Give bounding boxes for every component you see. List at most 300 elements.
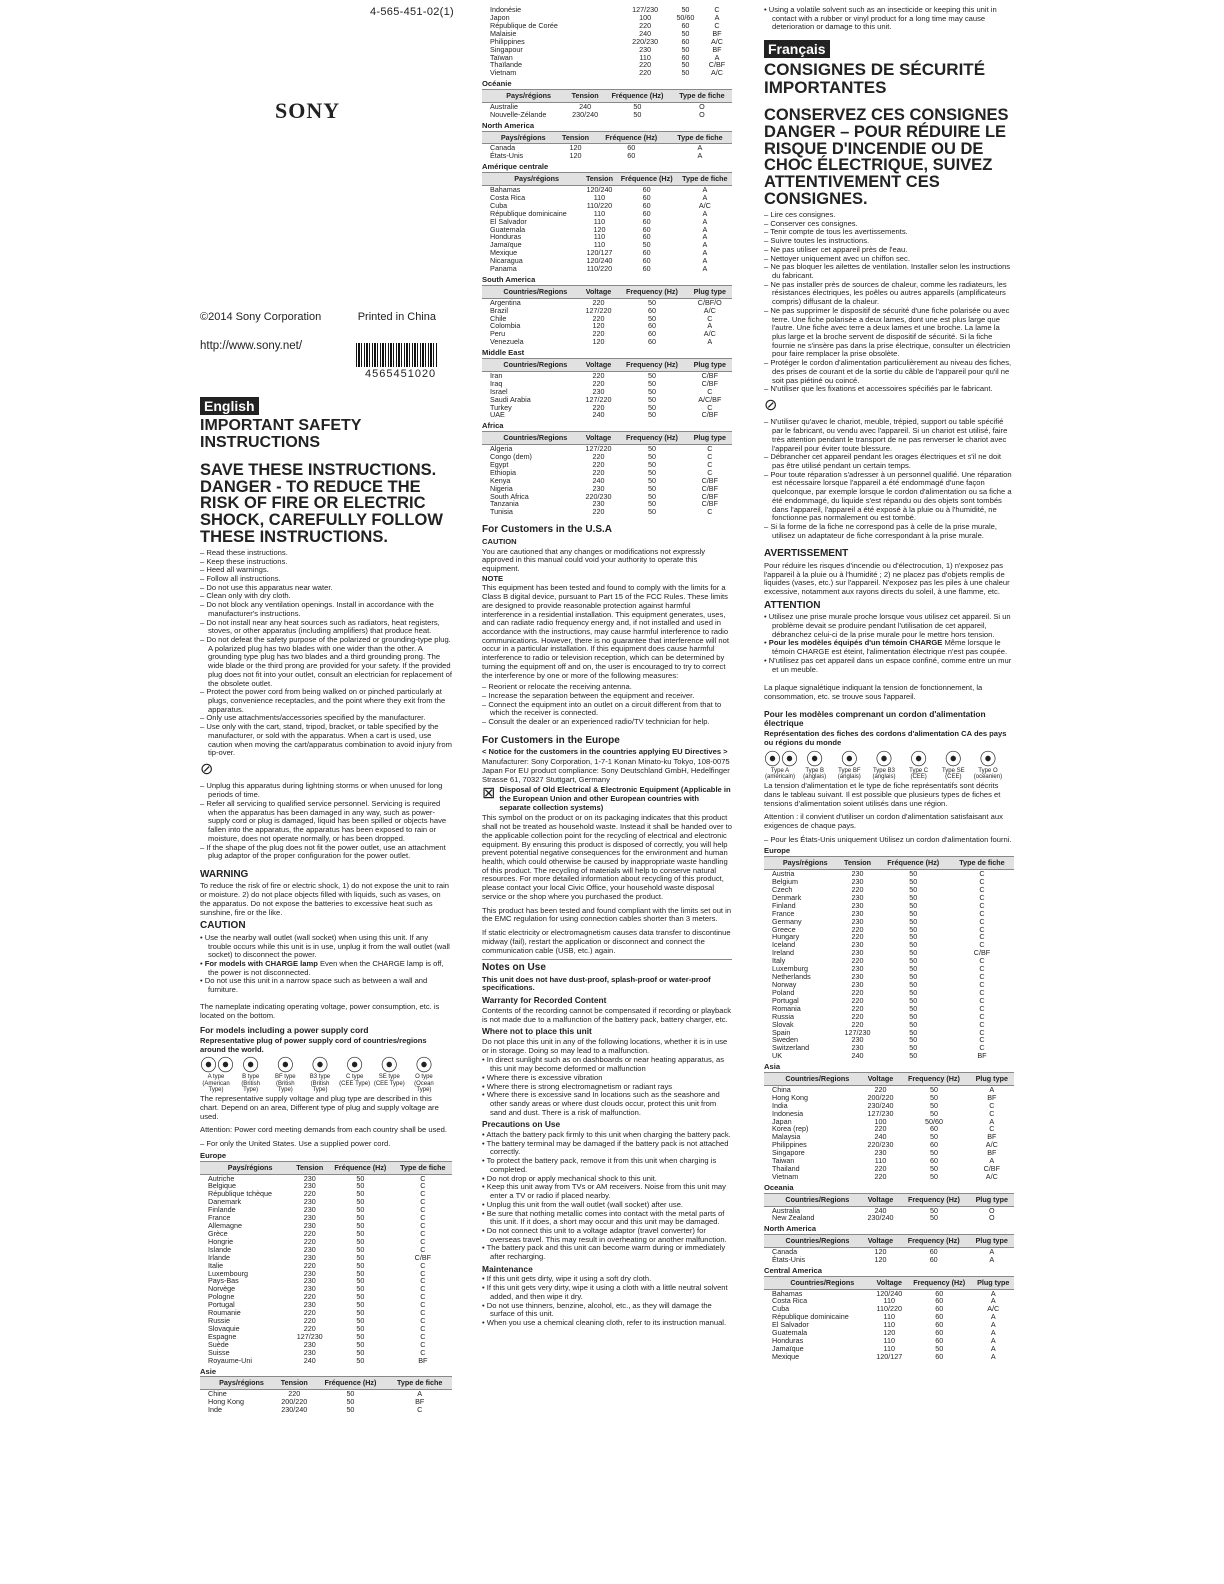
supply-cord-text: The representative supply voltage and plug type are described in this chart. Depend on an area, Different type of plug and supply voltage are used. <box>200 1094 439 1121</box>
table-cell: Malaisie <box>490 28 517 38</box>
table-header-row <box>482 90 732 103</box>
list-item: – Protéger le cordon d'alimentation particulièrement au niveau des fiches, des prises de courant et de la sortie du câble de l'appareil pour qu'il ne soit pas piétiné ou coincé. <box>764 359 1014 385</box>
table-cell: Congo (dem) <box>490 451 532 461</box>
table-cell: 50 <box>909 908 918 918</box>
table-cell: A <box>702 240 708 250</box>
table-cell: République de Corée <box>490 20 558 30</box>
table-cell: 230 <box>851 908 864 918</box>
barcode <box>356 343 438 367</box>
list-item: – Unplug this apparatus during lightning storms or when unused for long periods of time. <box>200 782 452 799</box>
table-cell: 50 <box>909 1035 918 1045</box>
table-cell: Sweden <box>772 1035 798 1045</box>
list-item: – Do not block any ventilation openings. Install in accordance with the manufacturer's instructions. <box>200 601 452 618</box>
table-row <box>200 1325 452 1333</box>
table-cell: C <box>707 507 713 517</box>
table-cell: 50 <box>909 1003 918 1013</box>
table-row <box>764 973 1014 981</box>
eu-notice-heading: < Notice for the customers in the countries applying EU Directives > <box>482 747 728 757</box>
plug-label: C type (CEE Type) <box>339 1074 371 1087</box>
english-list-2 <box>200 782 452 860</box>
table-cell: C/BF <box>701 499 718 509</box>
table-cell: 230 <box>851 916 864 926</box>
table-cell: 50 <box>909 1051 918 1061</box>
table-cell: 50 <box>647 483 656 493</box>
sony-url[interactable]: http://www.sony.net/ <box>200 340 303 352</box>
column-header: Type de fiche <box>394 1161 452 1174</box>
table-cell: UAE <box>490 410 505 420</box>
table-cell: Netherlands <box>772 972 811 982</box>
table-cell: 50 <box>929 1108 938 1118</box>
europe-heading: For Customers in the Europe <box>482 734 620 746</box>
table-cell: 120/240 <box>586 256 613 266</box>
barcode-number: 4565451020 <box>365 368 437 380</box>
table-cell: C <box>420 1331 426 1341</box>
column-header: Pays/régions <box>200 1161 292 1174</box>
table-cell: Hong Kong <box>208 1397 244 1407</box>
table-cell: A <box>989 1247 995 1257</box>
table-cell: Israel <box>490 386 508 396</box>
table-cell: 60 <box>935 1312 944 1322</box>
table-cell: A <box>417 1389 423 1399</box>
table-cell: 50/60 <box>924 1116 943 1126</box>
table-row <box>482 453 732 461</box>
plug-icon: ⦿ <box>346 1056 364 1076</box>
column-header: Voltage <box>581 432 617 445</box>
table-row <box>482 265 732 273</box>
table-row <box>764 1052 1014 1060</box>
usa-caution-heading: CAUTION <box>482 536 517 546</box>
table-cell: 230 <box>851 877 864 887</box>
table-cell: A/C <box>703 329 716 339</box>
table-cell: 100 <box>639 12 652 22</box>
avertissement-heading: AVERTISSEMENT <box>764 548 849 560</box>
table-row <box>764 878 1014 886</box>
table-row <box>482 46 732 54</box>
table-cell: Finland <box>772 900 796 910</box>
printed-in: Printed in China <box>357 311 436 323</box>
list-item: – Conserver ces consignes. <box>764 220 1014 229</box>
table-row <box>200 1277 452 1285</box>
table-cell: 50 <box>356 1355 365 1365</box>
table-cell: C <box>979 932 985 942</box>
table-cell: BF <box>987 1092 997 1102</box>
table-cell: Brazil <box>490 305 508 315</box>
avertissement-text: Pour réduire les risques d'incendie ou d'électrocution, 1) n'exposez pas l'appareil à la pluie ou à l'humidité ; 2) ne placez pas d'objets remplis de liquides (vases, etc.) sur l'appareil. N'exposez pas les piles à une chaleur excessive, notamment aux rayons directs du soleil, à une flamme, etc. <box>764 560 1010 597</box>
weee-block <box>482 785 732 813</box>
region-title: Middle East <box>482 348 525 358</box>
caution-item: • Do not use this unit in a narrow space such as between a wall and furniture. <box>200 977 452 994</box>
usa-note-heading: NOTE <box>482 573 504 583</box>
table-cell: 110 <box>593 240 606 250</box>
region-title: Africa <box>482 421 504 431</box>
table-row <box>482 469 732 477</box>
table-cell: 50 <box>356 1228 365 1238</box>
plug-type <box>799 751 831 781</box>
table-cell: Allemagne <box>208 1221 242 1231</box>
table-cell: 60 <box>642 232 651 242</box>
french-title: CONSIGNES DE SÉCURITÉ IMPORTANTES <box>764 60 986 98</box>
table-cell: A/C/BF <box>698 394 722 404</box>
table-cell: 50/60 <box>676 12 695 22</box>
english-title: IMPORTANT SAFETY INSTRUCTIONS <box>200 417 362 451</box>
table-cell: 50 <box>647 444 656 454</box>
column-header: Frequency (Hz) <box>616 358 687 371</box>
table-cell: Luxembourg <box>208 1268 248 1278</box>
notes-heading: Notes on Use <box>482 959 732 974</box>
plug-type <box>200 1057 232 1093</box>
table-row <box>764 1157 1014 1165</box>
table-cell: 50 <box>681 60 690 70</box>
table-cell: 220 <box>592 329 605 339</box>
list-item: • Do not drop or apply mechanical shock to this unit. <box>482 1175 732 1184</box>
column-header: Voltage <box>873 1276 906 1289</box>
notes-intro: This unit does not have dust-proof, splash-proof or water-proof specifications. <box>482 974 711 993</box>
list-item: • When you use a chemical cleaning cloth, refer to its instruction manual. <box>482 1319 732 1328</box>
table-cell: Greece <box>772 924 796 934</box>
warranty-text: Contents of the recording cannot be compensated if recording or playback is not made due to a malfunction of the battery pack, battery charger, etc. <box>482 1005 732 1024</box>
table-header-row <box>200 1161 452 1174</box>
table-row <box>482 380 732 388</box>
table-cell: 60 <box>627 151 636 161</box>
table-cell: 220 <box>592 451 605 461</box>
table-cell: 50 <box>935 1343 944 1353</box>
caution-heading: CAUTION <box>200 920 246 932</box>
column-header: Tension <box>556 131 594 144</box>
table-header-row <box>764 1276 1014 1289</box>
table-cell: 220/230 <box>585 491 612 501</box>
column-header: Frequency (Hz) <box>906 1276 973 1289</box>
table-cell: 50 <box>909 1019 918 1029</box>
table-cell: 60 <box>647 321 656 331</box>
table-cell: C <box>420 1268 426 1278</box>
part-number: 4-565-451-02(1) <box>370 6 454 18</box>
plug-icon: ⦿ <box>806 749 824 769</box>
table-cell: Canada <box>772 1247 798 1257</box>
table-cell: A <box>990 1343 996 1353</box>
table-row <box>200 1230 452 1238</box>
table-cell: 50 <box>356 1205 365 1215</box>
region-title: South America <box>482 275 536 285</box>
table-cell: A <box>702 192 708 202</box>
table-cell: 50 <box>346 1397 355 1407</box>
plug-type <box>972 751 1004 781</box>
table-cell: 230 <box>303 1276 316 1286</box>
table-row <box>764 926 1014 934</box>
table-cell: Bahamas <box>772 1288 803 1298</box>
attention-item <box>764 639 1014 656</box>
table-cell: 50 <box>356 1236 365 1246</box>
precautions-heading: Precautions on Use <box>482 1119 561 1130</box>
weee-text: This symbol on the product or on its packaging indicates that this product shall not be treated as household waste. Instead it shall be handed over to the applicable collection point for the recycling of electrical and electronic equipment. By ensuring this product is disposed of correctly, you will help prevent potential negative consequences for the environment and human health, which could otherwise be caused by inappropriate waste handling of this product. The recycling of materials will help to conserve natural resources. For more detailed information about recycling of this product, please contact your local Civic Office, your household waste disposal service or the shop where you purchased the product. <box>482 813 732 901</box>
table-cell: A <box>989 1156 995 1166</box>
plug-icon: ⦿ <box>415 1056 433 1076</box>
table-cell: O <box>699 109 705 119</box>
table-cell: 127/220 <box>585 444 612 454</box>
plug-table <box>764 1234 1014 1264</box>
table-cell: Hong Kong <box>772 1092 808 1102</box>
table-cell: 230 <box>851 1035 864 1045</box>
table-cell: 50 <box>681 44 690 54</box>
table-row <box>764 886 1014 894</box>
caution-list <box>200 934 452 995</box>
column-header: Type de fiche <box>950 857 1014 870</box>
table-cell: 50 <box>356 1292 365 1302</box>
plug-icon: ⦿ <box>242 1056 260 1076</box>
table-row <box>764 1173 1014 1181</box>
table-cell: A <box>697 143 703 153</box>
plug-icon: ⦿ <box>944 749 962 769</box>
table-cell: 50 <box>356 1316 365 1326</box>
table-cell: C <box>989 1100 995 1110</box>
table-cell: 120/127 <box>876 1351 903 1361</box>
region-title: Océanie <box>482 79 512 89</box>
table-header-row <box>200 1377 452 1390</box>
table-cell: 50 <box>356 1181 365 1191</box>
column-header: Voltage <box>581 285 617 298</box>
plug-table <box>764 1276 1014 1361</box>
table-cell: 50 <box>929 1213 938 1223</box>
table-row <box>482 307 732 315</box>
table-cell: 220 <box>592 297 605 307</box>
table-cell: 60 <box>929 1140 938 1150</box>
table-cell: 60 <box>935 1288 944 1298</box>
table-cell: 220 <box>303 1316 316 1326</box>
plug-type <box>339 1057 371 1093</box>
table-cell: 50 <box>356 1197 365 1207</box>
table-cell: Venezuela <box>490 337 524 347</box>
plug-types <box>200 1057 440 1093</box>
no-cart-icon: ⊘ <box>200 761 214 779</box>
table-cell: Ethiopia <box>490 467 516 477</box>
table-cell: 230/240 <box>867 1213 894 1223</box>
table-cell: A <box>990 1288 996 1298</box>
table-row <box>764 997 1014 1005</box>
table-cell: 220 <box>592 507 605 517</box>
table-cell: Tunisia <box>490 507 513 517</box>
table-row <box>482 322 732 330</box>
table-cell: O <box>988 1205 995 1215</box>
table-cell: 230 <box>303 1221 316 1231</box>
cord-heading: Pour les modèles comprenant un cordon d'alimentation électrique <box>764 708 986 729</box>
table-cell: 230 <box>851 940 864 950</box>
table-cell: 50 <box>929 1164 938 1174</box>
english-danger-heading: SAVE THESE INSTRUCTIONS. DANGER - TO REDUCE THE RISK OF FIRE OR ELECTRIC SHOCK, CAREFULLY FOLLOW THESE INSTRUCTIONS. <box>200 460 443 546</box>
table-cell: 50 <box>647 459 656 469</box>
table-cell: 50 <box>647 313 656 323</box>
plug-type <box>304 1057 336 1093</box>
supply-cord-heading: For models including a power supply cord <box>200 1025 369 1036</box>
table-cell: A/C <box>698 200 711 210</box>
table-cell: 230 <box>851 972 864 982</box>
table-row <box>482 500 732 508</box>
table-cell: C <box>979 995 985 1005</box>
region-title: North America <box>482 120 535 130</box>
copyright-line <box>200 311 436 324</box>
weee-heading: Disposal of Old Electrical & Electronic Equipment (Applicable in the European Union and other European countries with separate collection systems) <box>499 785 731 812</box>
table-cell: China <box>772 1084 791 1094</box>
table-cell: 50 <box>647 491 656 501</box>
table-cell: Russia <box>772 1011 794 1021</box>
table-cell: 220 <box>592 313 605 323</box>
table-header-row <box>764 1193 1014 1206</box>
list-item: • If this unit gets dirty, wipe it using a soft dry cloth. <box>482 1275 732 1284</box>
table-cell: Canada <box>490 143 516 153</box>
column-header: Plug type <box>688 285 732 298</box>
table-row <box>764 1353 1014 1361</box>
table-row <box>200 1333 452 1341</box>
table-cell: C <box>420 1316 426 1326</box>
table-cell: A/C <box>710 36 723 46</box>
table-cell: Vietnam <box>490 68 517 78</box>
plug-table <box>764 1072 1014 1181</box>
table-header-row <box>482 358 732 371</box>
plug-icon: ⦿ <box>979 749 997 769</box>
table-cell: Vietnam <box>772 1172 799 1181</box>
column-header: Tension <box>292 1161 327 1174</box>
table-cell: Australia <box>772 1205 800 1215</box>
table-cell: 230 <box>303 1268 316 1278</box>
table-cell: C <box>979 1035 985 1045</box>
table-header-row <box>482 285 732 298</box>
table-cell: BF <box>977 1051 987 1061</box>
table-cell: 220 <box>303 1228 316 1238</box>
plug-icon: ⦿ <box>311 1056 329 1076</box>
column-header: Frequency (Hz) <box>616 432 687 445</box>
list-item: – Protect the power cord from being walked on or pinched particularly at plugs, convenience receptacles, and the point where they exit from the apparatus. <box>200 688 452 714</box>
table-cell: C <box>714 20 720 30</box>
solvent-note <box>764 6 1014 32</box>
table-row <box>200 1406 452 1414</box>
us-only-text: – For only the United States. Use a supplied power cord. <box>200 1139 391 1149</box>
table-cell: 60 <box>642 256 651 266</box>
table-cell: Mexique <box>772 1351 800 1361</box>
region-title: Europe <box>200 1150 227 1160</box>
table-cell: 50 <box>356 1347 365 1357</box>
table-cell: A/C <box>703 305 716 315</box>
table-cell: 50 <box>356 1260 365 1270</box>
column-header: Voltage <box>581 358 617 371</box>
table-cell: 50 <box>356 1189 365 1199</box>
table-cell: 60 <box>627 143 636 153</box>
table-row <box>200 1398 452 1406</box>
table-row <box>482 338 732 346</box>
table-cell: 220 <box>851 924 864 934</box>
table-cell: C/BF <box>701 475 718 485</box>
table-cell: 220 <box>874 1164 887 1174</box>
warranty-heading: Warranty for Recorded Content <box>482 995 607 1006</box>
table-cell: C/BF <box>701 491 718 501</box>
table-row <box>200 1206 452 1214</box>
table-cell: Kenya <box>490 475 511 485</box>
column-header: Fréquence (Hz) <box>595 131 668 144</box>
table-cell: Denmark <box>772 892 802 902</box>
column-header: Countries/Regions <box>482 285 581 298</box>
table-cell: C <box>979 987 985 997</box>
table-cell: 110 <box>593 216 606 226</box>
table-cell: Germany <box>772 916 802 926</box>
list-item: • Do not use thinners, benzine, alcohol, etc., as they will damage the surface of this unit. <box>482 1302 732 1319</box>
usa-caution-text: You are cautioned that any changes or modifications not expressly approved in this manual could void your authority to operate this equipment. <box>482 546 706 573</box>
column-header: Countries/Regions <box>764 1276 873 1289</box>
table-cell: Luxemburg <box>772 964 808 974</box>
table-cell: C <box>979 1027 985 1037</box>
table-cell: C <box>989 1108 995 1118</box>
table-cell: C <box>707 444 713 454</box>
table-row <box>764 989 1014 997</box>
table-cell: 230 <box>851 900 864 910</box>
table-cell: 127/220 <box>585 305 612 315</box>
plug-label: Type BF (anglais) <box>837 767 861 780</box>
table-row <box>200 1309 452 1317</box>
list-item: – Ne pas bloquer les ailettes de ventilation. Installer selon les instructions du fabricant. <box>764 263 1014 280</box>
table-cell: 60 <box>929 1247 938 1257</box>
table-cell: 110 <box>883 1312 895 1322</box>
table-cell: Czech <box>772 884 793 894</box>
column-header: Plug type <box>970 1193 1014 1206</box>
table-cell: 50 <box>909 964 918 974</box>
table-cell: Saudi Arabia <box>490 394 531 404</box>
attention-fr-text: Attention : il convient d'utiliser un cordon d'alimentation satisfaisant aux exigences de chaque pays. <box>764 812 1003 831</box>
table-cell: 50 <box>929 1205 938 1215</box>
table-row <box>764 1013 1014 1021</box>
table-header-row <box>482 131 732 144</box>
table-cell: Russie <box>208 1316 230 1326</box>
region-title: Europe <box>764 846 791 856</box>
list-item: • To protect the battery pack, remove it from this unit when charging is completed. <box>482 1157 732 1174</box>
attention-item: • Utilisez une prise murale proche lorsque vous utilisez cet appareil. Si un problème devait se produire pendant l'utilisation de cet appareil, débranchez celui-ci de la prise murale pour le mettre hors tension. <box>764 613 1014 639</box>
table-cell: C/BF <box>983 1164 1000 1174</box>
table-cell: 50 <box>356 1268 365 1278</box>
plug-icon: ⦿ <box>276 1056 294 1076</box>
table-cell: 50 <box>909 877 918 887</box>
table-cell: C <box>979 964 985 974</box>
column-header: Fréquence (Hz) <box>314 1377 388 1390</box>
table-cell: Taiwan <box>772 1156 795 1166</box>
table-cell: A <box>990 1296 996 1306</box>
table-header-row <box>482 432 732 445</box>
table-row <box>764 1256 1014 1264</box>
table-row <box>764 918 1014 926</box>
table-cell: Singapore <box>772 1148 805 1158</box>
table-cell: 50 <box>929 1092 938 1102</box>
table-cell: C <box>420 1189 426 1199</box>
plug-table <box>764 1193 1014 1223</box>
table-cell: 220 <box>639 68 652 78</box>
middle-column <box>482 6 732 1584</box>
column-header: Voltage <box>863 1235 898 1248</box>
table-cell: 60 <box>642 184 651 194</box>
table-cell: A <box>702 216 708 226</box>
table-cell: C <box>979 900 985 910</box>
table-cell: A <box>990 1351 996 1361</box>
list-item: – Débrancher cet appareil pendant les orages électriques et s'il ne doit pas être utilisé pendant un certain temps. <box>764 453 1014 470</box>
table-cell: Irlande <box>208 1252 230 1262</box>
list-item: • Be sure that nothing metallic comes into contact with the metal parts of this unit. If it does, a short may occur and this unit may be damaged. <box>482 1210 732 1227</box>
table-cell: Switzerland <box>772 1043 810 1053</box>
nameplate-text: The nameplate indicating operating voltage, power consumption, etc. is located on the bottom. <box>200 1001 440 1020</box>
table-cell: Norvège <box>208 1284 236 1294</box>
plug-icon: ⦿⦿ <box>200 1056 234 1076</box>
column-header: Fréquence (Hz) <box>877 857 950 870</box>
table-cell: 60 <box>642 208 651 218</box>
list-item: – Keep these instructions. <box>200 558 452 567</box>
french-list-2 <box>764 418 1014 540</box>
table-cell: 50 <box>356 1300 365 1310</box>
column-header: Fréquence (Hz) <box>616 172 678 185</box>
table-cell: 240 <box>851 1051 864 1061</box>
table-cell: 60 <box>642 200 651 210</box>
list-item: – Consult the dealer or an experienced radio/TV technician for help. <box>482 718 732 727</box>
